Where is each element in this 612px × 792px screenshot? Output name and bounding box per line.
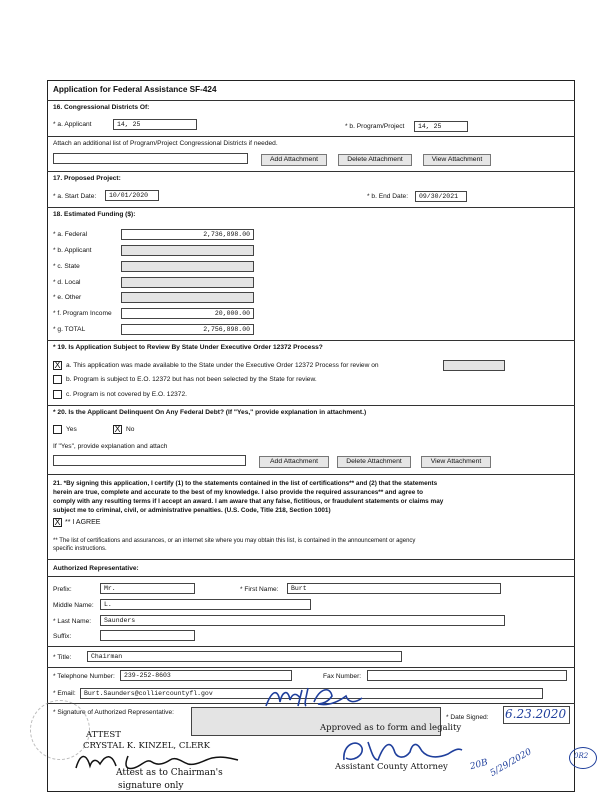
funding-value[interactable]: [121, 245, 254, 256]
delinquent-explain-label: If "Yes", provide explanation and attach: [53, 443, 168, 450]
sec20-heading: * 20. Is the Applicant Delinquent On Any Federal Debt? (If "Yes," provide explanation in attachment.): [53, 409, 367, 416]
delinquent-yes-checkbox[interactable]: [53, 425, 62, 434]
email-label: * Email:: [53, 690, 76, 697]
funding-label: * a. Federal: [53, 231, 88, 238]
attorney-stamp: Assistant County Attorney: [335, 762, 448, 772]
end-date-field[interactable]: 09/30/2021: [415, 191, 467, 202]
certification-line: 21. *By signing this application, I certify (1) to the statements contained in the list of certifications** and (2) that the statements: [53, 480, 438, 487]
title-label: * Title:: [53, 654, 72, 661]
delete-attachment-button[interactable]: Delete Attachment: [338, 154, 412, 166]
title-field[interactable]: Chairman: [87, 651, 402, 662]
eo12372-b-label: b. Program is subject to E.O. 12372 but has not been selected by the State for review.: [66, 376, 317, 383]
end-date-label: * b. End Date:: [367, 193, 409, 200]
telephone-label: * Telephone Number:: [53, 673, 115, 680]
signature-label: * Signature of Authorized Representative:: [53, 709, 174, 716]
prefix-label: Prefix:: [53, 586, 72, 593]
eo12372-b-checkbox[interactable]: [53, 375, 62, 384]
delinquent-yes-label: Yes: [66, 426, 77, 433]
middle-name-field[interactable]: L.: [100, 599, 311, 610]
fax-field[interactable]: [367, 670, 567, 681]
certification-line: herein are true, complete and accurate to the best of my knowledge. I also provide the required assurances** and agree to: [53, 489, 424, 496]
eo12372-c-label: c. Program is not covered by E.O. 12372.: [66, 391, 187, 398]
clerk-stamp: CRYSTAL K. KINZEL, CLERK: [83, 741, 210, 751]
divider: [47, 667, 575, 668]
add-attachment-button[interactable]: Add Attachment: [259, 456, 329, 468]
divider: [47, 559, 575, 560]
fax-label: Fax Number:: [323, 673, 362, 680]
eo12372-review-date[interactable]: [443, 360, 505, 371]
divider: [47, 646, 575, 647]
date-signed-label: * Date Signed:: [446, 714, 489, 721]
certification-line: comply with any resulting terms if I accept an award. I am aware that any false, fictitious, or fraudulent statements or claims may: [53, 498, 444, 505]
sec18-heading: 18. Estimated Funding ($):: [53, 211, 136, 218]
funding-label: * d. Local: [53, 279, 81, 286]
telephone-field[interactable]: 239-252-8603: [120, 670, 292, 681]
applicant-district-label: * a. Applicant: [53, 121, 92, 128]
suffix-label: Suffix:: [53, 633, 72, 640]
initials-date-handwritten: 5/29/2020: [488, 747, 534, 779]
prefix-field[interactable]: Mr.: [100, 583, 195, 594]
divider: [47, 207, 575, 208]
date-signed-handwritten: 6.23.2020: [505, 707, 567, 721]
funding-value[interactable]: 2,756,898.00: [121, 324, 254, 335]
attest-stamp: ATTEST: [86, 730, 121, 740]
first-name-field[interactable]: Burt: [287, 583, 501, 594]
eo12372-c-checkbox[interactable]: [53, 390, 62, 399]
middle-name-label: Middle Name:: [53, 602, 94, 609]
funding-label: * c. State: [53, 263, 80, 270]
certification-note: specific instructions.: [53, 546, 107, 552]
start-date-field[interactable]: 10/01/2020: [105, 190, 159, 201]
attach-districts-label: Attach an additional list of Program/Project Congressional Districts if needed.: [53, 140, 278, 147]
delinquent-no-checkbox[interactable]: X: [114, 424, 121, 434]
last-name-label: * Last Name:: [53, 618, 92, 625]
divider: [47, 576, 575, 577]
form-title: Application for Federal Assistance SF-424: [53, 85, 217, 94]
divider: [47, 100, 575, 101]
funding-value[interactable]: [121, 292, 254, 303]
program-district-label: * b. Program/Project: [345, 123, 405, 130]
suffix-field[interactable]: [100, 630, 195, 641]
delinquent-attachment-field[interactable]: [53, 455, 246, 466]
divider: [47, 340, 575, 341]
start-date-label: * a. Start Date:: [53, 193, 97, 200]
certification-line: subject me to criminal, civil, or administrative penalties. (U.S. Code, Title 218, Section 1001): [53, 507, 331, 514]
eo12372-a-label: a. This application was made available to the State under the Executive Order 12372 Process for review on: [66, 362, 379, 369]
attest-chairman-stamp: Attest as to Chairman's: [116, 768, 223, 778]
funding-value[interactable]: [121, 277, 254, 288]
funding-value[interactable]: 20,000.00: [121, 308, 254, 319]
view-attachment-button[interactable]: View Attachment: [421, 456, 491, 468]
program-district-field[interactable]: 14, 25: [414, 121, 468, 132]
email-field[interactable]: Burt.Saunders@colliercountyfl.gov: [80, 688, 543, 699]
last-name-field[interactable]: Saunders: [100, 615, 505, 626]
i-agree-label: ** I AGREE: [65, 519, 101, 526]
divider: [47, 405, 575, 406]
sec19-heading: * 19. Is Application Subject to Review By State Under Executive Order 12372 Process?: [53, 344, 323, 351]
certification-note: ** The list of certifications and assurances, or an internet site where you may obtain this list, is contained in the announcement or agency: [53, 538, 416, 544]
applicant-district-field[interactable]: 14, 25: [113, 119, 197, 130]
rep-heading: Authorized Representative:: [53, 565, 139, 572]
divider: [47, 136, 575, 137]
eo12372-a-checkbox[interactable]: X: [54, 360, 61, 370]
divider: [47, 474, 575, 475]
funding-label: * b. Applicant: [53, 247, 92, 254]
add-attachment-button[interactable]: Add Attachment: [261, 154, 327, 166]
view-attachment-button[interactable]: View Attachment: [423, 154, 491, 166]
page-mark: 0R2: [574, 752, 589, 760]
funding-value[interactable]: [121, 261, 254, 272]
funding-label: * g. TOTAL: [53, 326, 86, 333]
approved-stamp: Approved as to form and legality: [320, 723, 462, 733]
funding-value[interactable]: 2,736,898.00: [121, 229, 254, 240]
divider: [47, 171, 575, 172]
funding-label: * f. Program Income: [53, 310, 112, 317]
first-name-label: * First Name:: [240, 586, 279, 593]
sec16-heading: 16. Congressional Districts Of:: [53, 104, 150, 111]
delete-attachment-button[interactable]: Delete Attachment: [337, 456, 411, 468]
chairman-signature: [262, 684, 372, 712]
sec17-heading: 17. Proposed Project:: [53, 175, 121, 182]
delinquent-no-label: No: [126, 426, 135, 433]
signature-only-stamp: signature only: [118, 781, 184, 791]
districts-attachment-field[interactable]: [53, 153, 248, 164]
initials-handwritten: 20B: [469, 757, 490, 773]
i-agree-checkbox[interactable]: X: [54, 517, 61, 527]
funding-label: * e. Other: [53, 294, 82, 301]
